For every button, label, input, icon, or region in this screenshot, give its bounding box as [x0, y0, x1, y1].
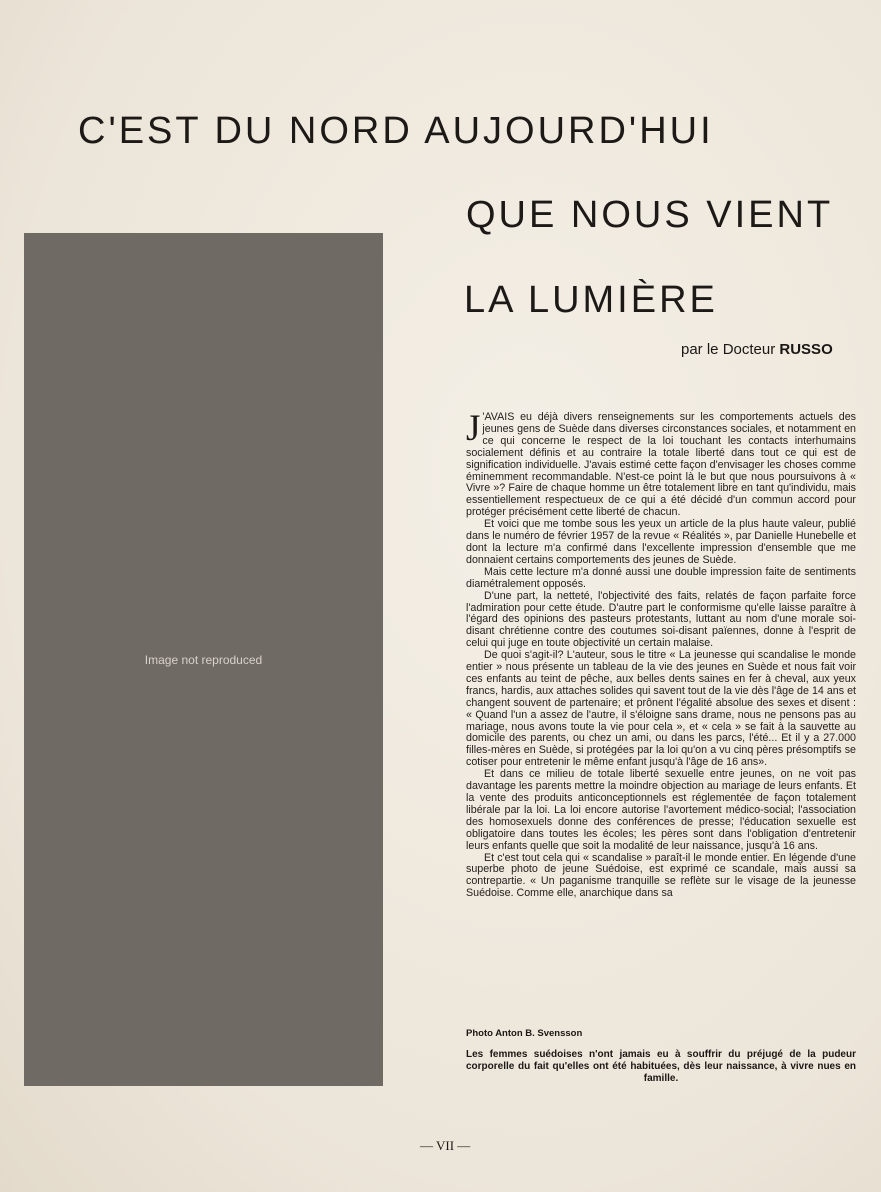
drop-cap: J	[466, 408, 481, 449]
headline-line-3: LA LUMIÈRE	[464, 279, 718, 321]
headline-line-1: C'EST DU NORD AUJOURD'HUI	[78, 110, 714, 152]
photo-caption: Les femmes suédoises n'ont jamais eu à souffrir du préjugé de la pudeur corporelle du fait qu'elles ont été habituées, dès leur naissance, à vivre nues en famille.	[466, 1049, 856, 1084]
article-paragraph: Et voici que me tombe sous les yeux un article de la plus haute valeur, publié dans le numéro de février 1957 de la revue « Réalités », par Danielle Hunebelle et dont la lecture m'a confirmé dans l'excellente impression d'ensemble que me donnaient certains comportements des jeunes de Suède.	[466, 518, 856, 566]
article-paragraph: Mais cette lecture m'a donné aussi une double impression faite de sentiments diamétralement opposés.	[466, 565, 856, 590]
article-paragraph: D'une part, la netteté, l'objectivité des faits, relatés de façon parfaite force l'admiration pour cette étude. D'autre part le conformisme qu'elle laisse paraître à l'égard des opinions des pasteurs protestants, luttant au nom d'une morale soi-disant chrétienne contre des coutumes soi-disant païennes, donne à l'esprit de celui qui juge en toute objectivité un certain malaise.	[466, 589, 856, 650]
page-number: — VII —	[420, 1138, 471, 1153]
byline	[681, 341, 833, 358]
article-paragraph: Et dans ce milieu de totale liberté sexuelle entre jeunes, on ne voit pas davantage les parents mettre la moindre objection au mariage de leurs enfants. Et la vente des produits anticonceptionnels est réglementée de façon totalement libérale par la loi. La loi encore autorise l'avortement médico-social; l'association des homosexuels donne des conférences de presse; l'éducation sexuelle est obligatoire dans toutes les écoles; les pères sont dans l'obligation d'entretenir leurs enfants quelle que soit la modalité de leur naissance, jusqu'à 16 ans.	[466, 768, 856, 852]
article-paragraph: J 'AVAIS eu déjà divers renseignements sur les comportements actuels des jeunes gens de Suède dans diverses circonstances sociales, et notamment en ce qui concerne le respect de la loi touchant les contacts interhumains socialement définis et au contraire la totale liberté dans tout ce qui est de signification individuelle. J'avais estimé cette façon d'envisager les choses comme éminemment recommandable. N'est-ce point là le but que nous poursuivons à « Vivre »? Faire de chaque homme un être totalement libre en tant qu'individu, mais essentiellement respectueux de ce qui a été décidé d'un commun accord pour protéger précisément cette liberté de chacun.	[466, 408, 856, 519]
headline-line-2: QUE NOUS VIENT	[466, 194, 834, 236]
photo-placeholder-note: Image not reproduced	[144, 652, 263, 667]
article-paragraph: Et c'est tout cela qui « scandalise » paraît-il le monde entier. En légende d'une superbe photo de jeune Suédoise, est exprimé ce scandale, mais aussi sa contrepartie. « Un paganisme tranquille se reflète sur le visage de la jeunesse Suédoise. Comme elle, anarchique dans sa	[466, 851, 856, 900]
author-name: RUSSO	[779, 341, 833, 358]
photo-credit: Photo Anton B. Svensson	[466, 1028, 583, 1039]
article-body	[466, 408, 856, 900]
byline-prefix: par le Docteur	[681, 341, 776, 358]
photo-placeholder	[24, 233, 383, 1086]
article-paragraph: De quoi s'agit-il? L'auteur, sous le titre « La jeunesse qui scandalise le monde entier » nous présente un tableau de la vie des jeunes en Suède et nous fait voir ces enfants au teint de pêche, aux belles dents saines en fer à cheval, aux yeux francs, hardis, aux attaches solides qui savent tout de la vie dès l'âge de 14 ans et changent souvent de partenaire; et prônent l'égalité absolue des sexes et disent : « Quand l'un a assez de l'autre, il s'éloigne sans drame, nous ne pensons pas au mariage, nous avons toute la vie pour cela », et « cela » se fait à la sauvette au domicile des parents, ou chez un ami, ou dans les parcs, l'été... Et il y a 27.000 filles-mères en Suède, si protégées par la loi qu'on a vu cinq pères présomptifs se cotiser pour entretenir le même enfant jusqu'à l'âge de 16 ans».	[466, 649, 856, 769]
